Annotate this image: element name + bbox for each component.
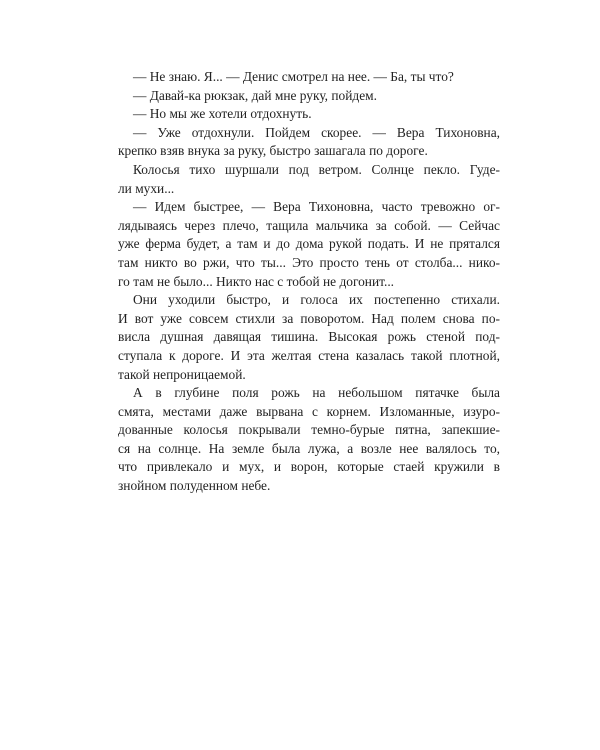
text-line: — Но мы же хотели отдохнуть.	[133, 106, 312, 122]
text-line: — Идем быстрее, — Вера Тихоновна, часто тревожно ог-	[133, 199, 500, 215]
text-line: го там не было... Никто нас с тобой не догонит...	[118, 273, 395, 289]
text-line: смята, местами даже вырвана с корнем. Изломанные, изуро-	[118, 403, 500, 419]
text-line: что привлекало и мух, и ворон, которые стаей кружили в	[118, 459, 500, 475]
text-line: ли мухи...	[118, 180, 175, 196]
text-line: такой непроницаемой.	[118, 366, 246, 382]
text-line: висла душная давящая тишина. Высокая рожь стеной под-	[118, 329, 500, 345]
text-line: уже ферма будет, а там и до дома рукой подать. И не прятался	[118, 236, 500, 252]
text-line: ся на солнце. На земле была лужа, а возле нее валялось то,	[118, 440, 500, 456]
text-line: там никто во ржи, что ты... Это просто тень от столба... нико-	[118, 254, 500, 270]
text-line: знойном полуденном небе.	[118, 478, 271, 494]
text-line: Колосья тихо шуршали под ветром. Солнце пекло. Гуде-	[133, 161, 500, 177]
text-line: Они уходили быстро, и голоса их постепенно стихали.	[133, 292, 500, 308]
page-text	[118, 68, 500, 496]
text-line: А в глубине поля рожь на небольшом пятачке была	[133, 385, 500, 401]
text-line: — Не знаю. Я... — Денис смотрел на нее. — Ба, ты что?	[133, 69, 454, 84]
text-line: ступала к дороге. И эта желтая стена казалась такой плотной,	[118, 347, 500, 363]
text-line: — Давай-ка рюкзак, дай мне руку, пойдем.	[133, 87, 377, 103]
text-line: лядываясь через плечо, тащила мальчика за собой. — Сейчас	[118, 217, 500, 233]
text-line: — Уже отдохнули. Пойдем скорее. — Вера Тихоновна,	[133, 124, 500, 140]
text-line: крепко взяв внука за руку, быстро зашагала по дороге.	[118, 143, 428, 159]
text-line: дованные колосья покрывали темно-бурые пятна, запекшие-	[118, 422, 500, 438]
text-line: И вот уже совсем стихли за поворотом. Над полем снова по-	[118, 310, 500, 326]
